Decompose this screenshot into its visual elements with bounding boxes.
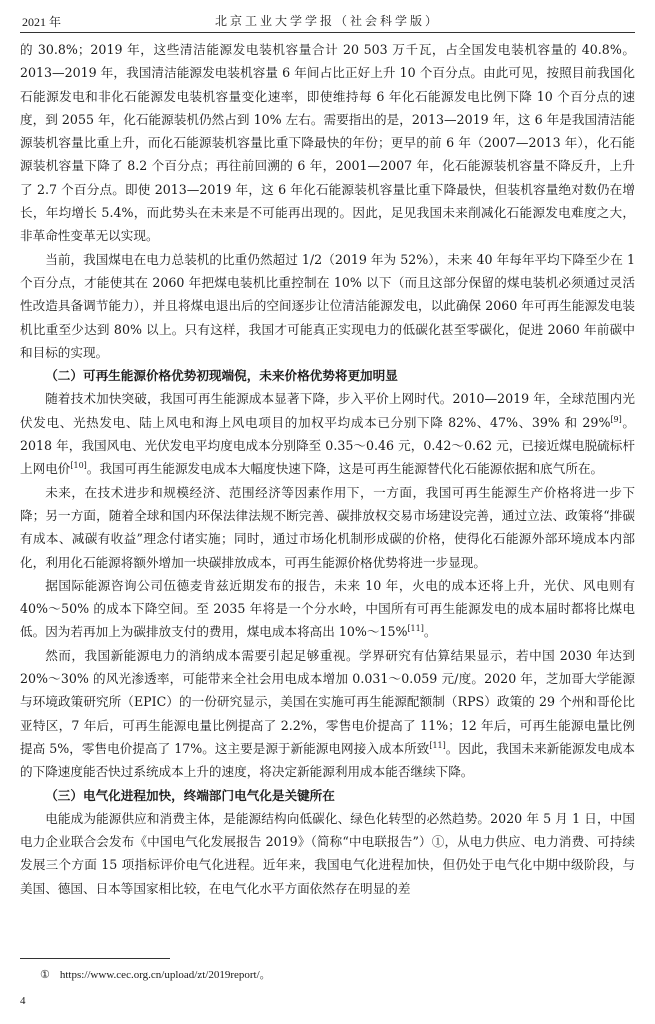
paragraph-text: 。 bbox=[423, 624, 437, 640]
header-rule bbox=[20, 32, 635, 33]
article-body bbox=[20, 38, 635, 900]
citation-link[interactable]: [10] bbox=[70, 461, 87, 471]
paragraph-text: 然而，我国新能源电力的消纳成本需要引起足够重视。学界研究有估算结果显示，若中国 2030 年达到 20%～30% 的风光渗透率，可能带来全社会用电成本增加 0.031～0.059 元/度。2020 年，芝加哥大学能源与环境政策研究所（EPIC）的一份研究显示，美国在实施可再生能源配额制（RPS）政策的 29 个州和哥伦比亚特区，7 年后，可再生能源电量比例提高了 2.2%，零售电价提高了 11%；12 年后，可再生能源电量比例提高 5%，零售电价提高了 17%。这主要是源于新能源电网接入成本所致 bbox=[20, 647, 635, 756]
paragraph-text: 据国际能源咨询公司伍德麦肯兹近期发布的报告，未来 10 年，火电的成本还将上升，光伏、风电则有 40%～50% 的成本下降空间。至 2035 年将是一个分水岭，中国所有可再生能源发电的成本届时都将比煤电低。因为若再加上为碳排放支付的费用，煤电成本将高出 10%～15% bbox=[20, 577, 635, 640]
paragraph bbox=[20, 807, 635, 900]
footnote-marker[interactable]: ① bbox=[431, 834, 445, 850]
page-number: 4 bbox=[20, 995, 26, 1007]
section-heading: （二）可再生能源价格优势初现端倪，未来价格优势将更加明显 bbox=[45, 368, 398, 384]
citation-link[interactable]: [11] bbox=[407, 624, 424, 634]
paragraph bbox=[20, 574, 635, 644]
citation-link[interactable]: [9] bbox=[610, 414, 622, 424]
paragraph bbox=[20, 644, 635, 784]
header-year: 2021 年 bbox=[22, 15, 62, 29]
section-heading: （三）电气化进程加快，终端部门电气化是关键所在 bbox=[45, 787, 335, 803]
paragraph-text: 。我国可再生能源发电成本大幅度快速下降，这是可再生能源替代化石能源依据和底气所在。 bbox=[86, 461, 604, 477]
paragraph-text: 随着技术加快突破，我国可再生能源成本显著下降，步入平价上网时代。2010—2019 年，全球范围内光伏发电、光热发电、陆上风电和海上风电项目的加权平均成本已分别下降 82%、47%、39% 和 29% bbox=[20, 391, 635, 430]
footnote-url[interactable]: https://www.cec.org.cn/upload/zt/2019report/。 bbox=[59, 969, 271, 981]
paragraph bbox=[20, 387, 635, 480]
footnote bbox=[40, 966, 271, 982]
paragraph-text: 。因此，我国未来新能源发电成本的下降速度能否快过系统成本上升的速度，将决定新能源利用成本能否继续下降。 bbox=[20, 740, 635, 780]
paragraph: 未来，在技术进步和规模经济、范围经济等因素作用下，一方面，我国可再生能源生产价格将进一步下降；另一方面，随着全球和国内环保法律法规不断完善、碳排放权交易市场建设完善，通过立法、政策将“排碳有成本、减碳有收益”理念付诸实施；同时，通过市场化机制形成碳的价格，使得化石能源外部环境成本内部化，利用化石能源将额外增加一块碳排放成本，可再生能源价格优势将进一步显现。 bbox=[20, 484, 635, 570]
paragraph: 当前，我国煤电在电力总装机的比重仍然超过 1/2（2019 年为 52%），未来 40 年每年平均下降至少在 1 个百分点，才能使其在 2060 年把煤电装机比重控制在 10% 以下（而且这部分保留的煤电装机必须通过灵活性改造具备调节能力），并且将煤电退出后的空间逐步让位清洁能源发电，以此确保 2060 年可再生能源发电装机比重至少达到 80% 以上。只有这样，我国才可能真正实现电力的低碳化甚至零碳化，促进 2060 年前碳中和目标的实现。 bbox=[20, 251, 635, 360]
paragraph-text: ，从电力供应、电力消费、可持续发展三个方面 15 项指标评价电气化进程。近年来，我国电气化进程加快，但仍处于电气化中期中级阶段，与美国、德国、日本等国家相比较，在电气化水平方面依然存在明显的差 bbox=[20, 834, 636, 896]
footnote-divider bbox=[20, 958, 170, 959]
journal-title: 北京工业大学学报（社会科学版） bbox=[214, 14, 440, 28]
running-header bbox=[20, 8, 635, 30]
paragraph-text: 。2018 年，我国风电、光伏发电平均度电成本分别降至 0.35～0.46 元，0.42～0.62 元，已接近煤电脱硫标杆上网电价 bbox=[20, 414, 636, 477]
citation-link[interactable]: [11] bbox=[429, 740, 446, 750]
footnote-mark: ① bbox=[40, 969, 50, 981]
paragraph: 的 30.8%；2019 年，这些清洁能源发电装机容量合计 20 503 万千瓦，占全国发电装机容量的 40.8%。2013—2019 年，我国清洁能源发电装机容量 6 年间占比正好上升 10 个百分点。由此可见，按照目前我国化石能源发电和非化石能源发电装机容量变化速率，即使维持每 6 年化石能源发电比例下降 10 个百分点的速度，到 2055 年，化石能源装机仍然占到 10% 左右。需要指出的是，2013—2019 年，这 6 年是我国清洁能源装机容量比重上升，而化石能源装机容量比重下降最快的年份；更早的前 6 年（2007—2013 年），化石能源装机容量下降了 8.2 个百分点；再往前回溯的 6 年，2001—2007 年，化石能源装机容量不降反升，上升了 2.7 个百分点。即使 2013—2019 年，这 6 年化石能源装机容量比重下降最快，但装机容量绝对数仍在增长，年均增长 5.4%，而此势头在未来是不可能再出现的。因此，足见我国未来削减化石能源发电难度之大，非革命性变革无以实现。 bbox=[20, 42, 635, 244]
paragraph-text: 电能成为能源供应和消费主体，是能源结构向低碳化、绿色化转型的必然趋势。2020 年 5 月 1 日，中国电力企业联合会发布《中国电气化发展报告 2019》（简称“中电联报告”） bbox=[20, 810, 635, 850]
